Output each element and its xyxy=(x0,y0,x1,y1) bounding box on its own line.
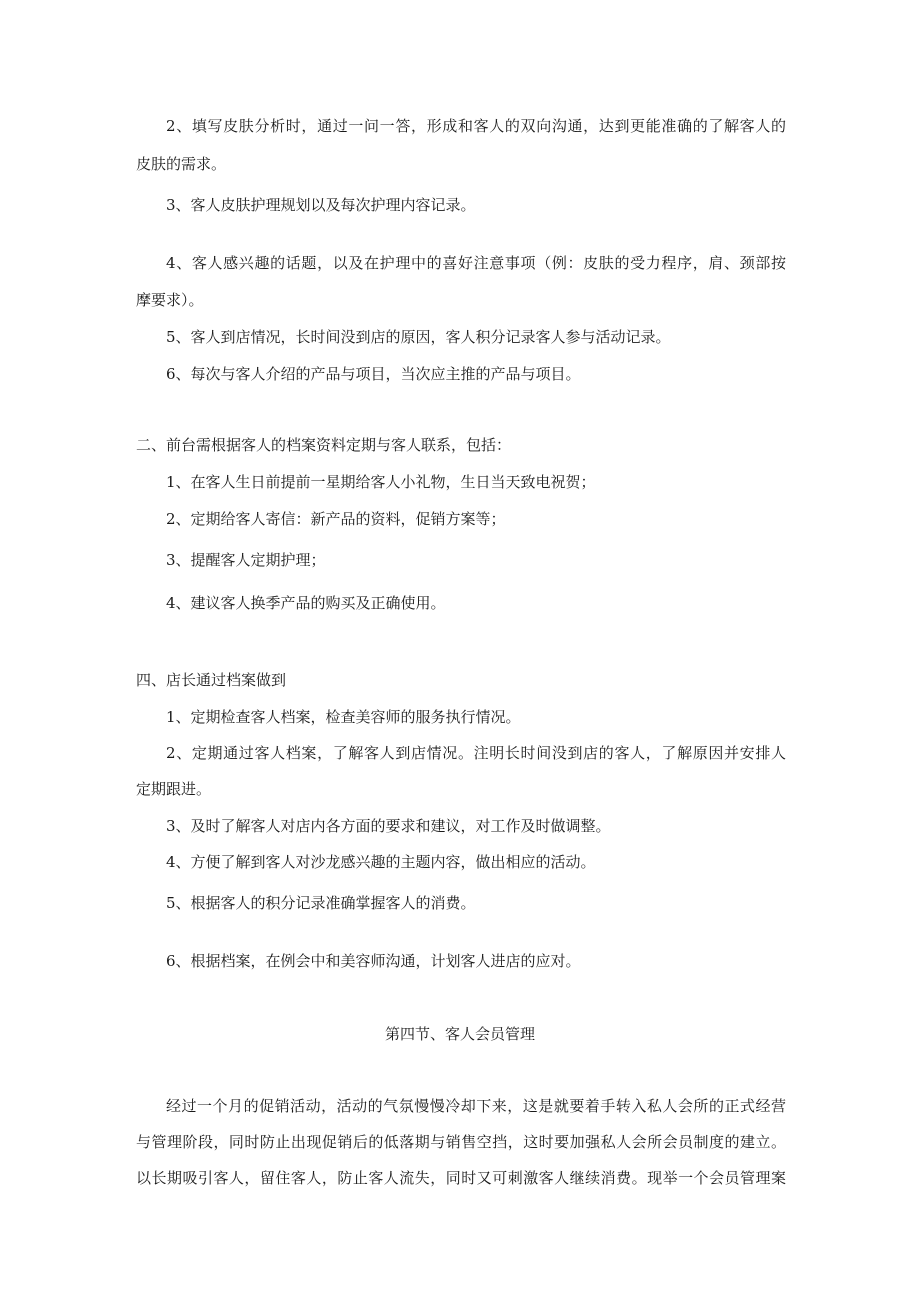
list-item: 3、提醒客人定期护理； xyxy=(166,551,326,569)
paragraph-line: 以长期吸引客人，留住客人，防止客人流失，同时又可刺激客人继续消费。现举一个会员管理案 xyxy=(136,1169,786,1187)
list-item: 1、在客人生日前提前一星期给客人小礼物，生日当天致电祝贺； xyxy=(166,473,596,491)
list-item-4-line1: 4、客人感兴趣的话题，以及在护理中的喜好注意事项（例：皮肤的受力程序，肩、颈部按 xyxy=(166,254,786,272)
list-item: 4、建议客人换季产品的购买及正确使用。 xyxy=(166,594,446,612)
list-item-line1: 2、定期通过客人档案，了解客人到店情况。注明长时间没到店的客人，了解原因并安排人 xyxy=(166,744,786,762)
chapter-title: 第四节、客人会员管理 xyxy=(384,1025,535,1043)
list-item-line2: 定期跟进。 xyxy=(136,780,212,798)
list-item: 5、根据客人的积分记录准确掌握客人的消费。 xyxy=(166,894,476,912)
list-item-2-line1: 2、填写皮肤分析时，通过一问一答，形成和客人的双向沟通，达到更能准确的了解客人的 xyxy=(166,117,786,135)
paragraph-line: 与管理阶段，同时防止出现促销后的低落期与销售空挡，这时要加强私人会所会员制度的建立。 xyxy=(136,1133,786,1151)
list-item-6: 6、每次与客人介绍的产品与项目，当次应主推的产品与项目。 xyxy=(166,365,581,383)
list-item-2-line2: 皮肤的需求。 xyxy=(136,155,227,173)
paragraph-line: 经过一个月的促销活动，活动的气氛慢慢冷却下来，这是就要着手转入私人会所的正式经营 xyxy=(166,1097,786,1115)
list-item: 4、方便了解到客人对沙龙感兴趣的主题内容，做出相应的活动。 xyxy=(166,853,596,871)
list-item-5: 5、客人到店情况，长时间没到店的原因，客人积分记录客人参与活动记录。 xyxy=(166,328,671,346)
list-item-4-line2: 摩要求）。 xyxy=(136,291,204,309)
section-heading-4: 四、店长通过档案做到 xyxy=(136,671,287,689)
list-item: 2、定期给客人寄信：新产品的资料，促销方案等； xyxy=(166,510,506,528)
list-item: 3、及时了解客人对店内各方面的要求和建议，对工作及时做调整。 xyxy=(166,817,611,835)
list-item: 1、定期检查客人档案，检查美容师的服务执行情况。 xyxy=(166,708,521,726)
list-item: 6、根据档案，在例会中和美容师沟通，计划客人进店的应对。 xyxy=(166,952,581,970)
section-heading-2: 二、前台需根据客人的档案资料定期与客人联系，包括： xyxy=(136,436,512,454)
list-item-3: 3、客人皮肤护理规划以及每次护理内容记录。 xyxy=(166,196,476,214)
